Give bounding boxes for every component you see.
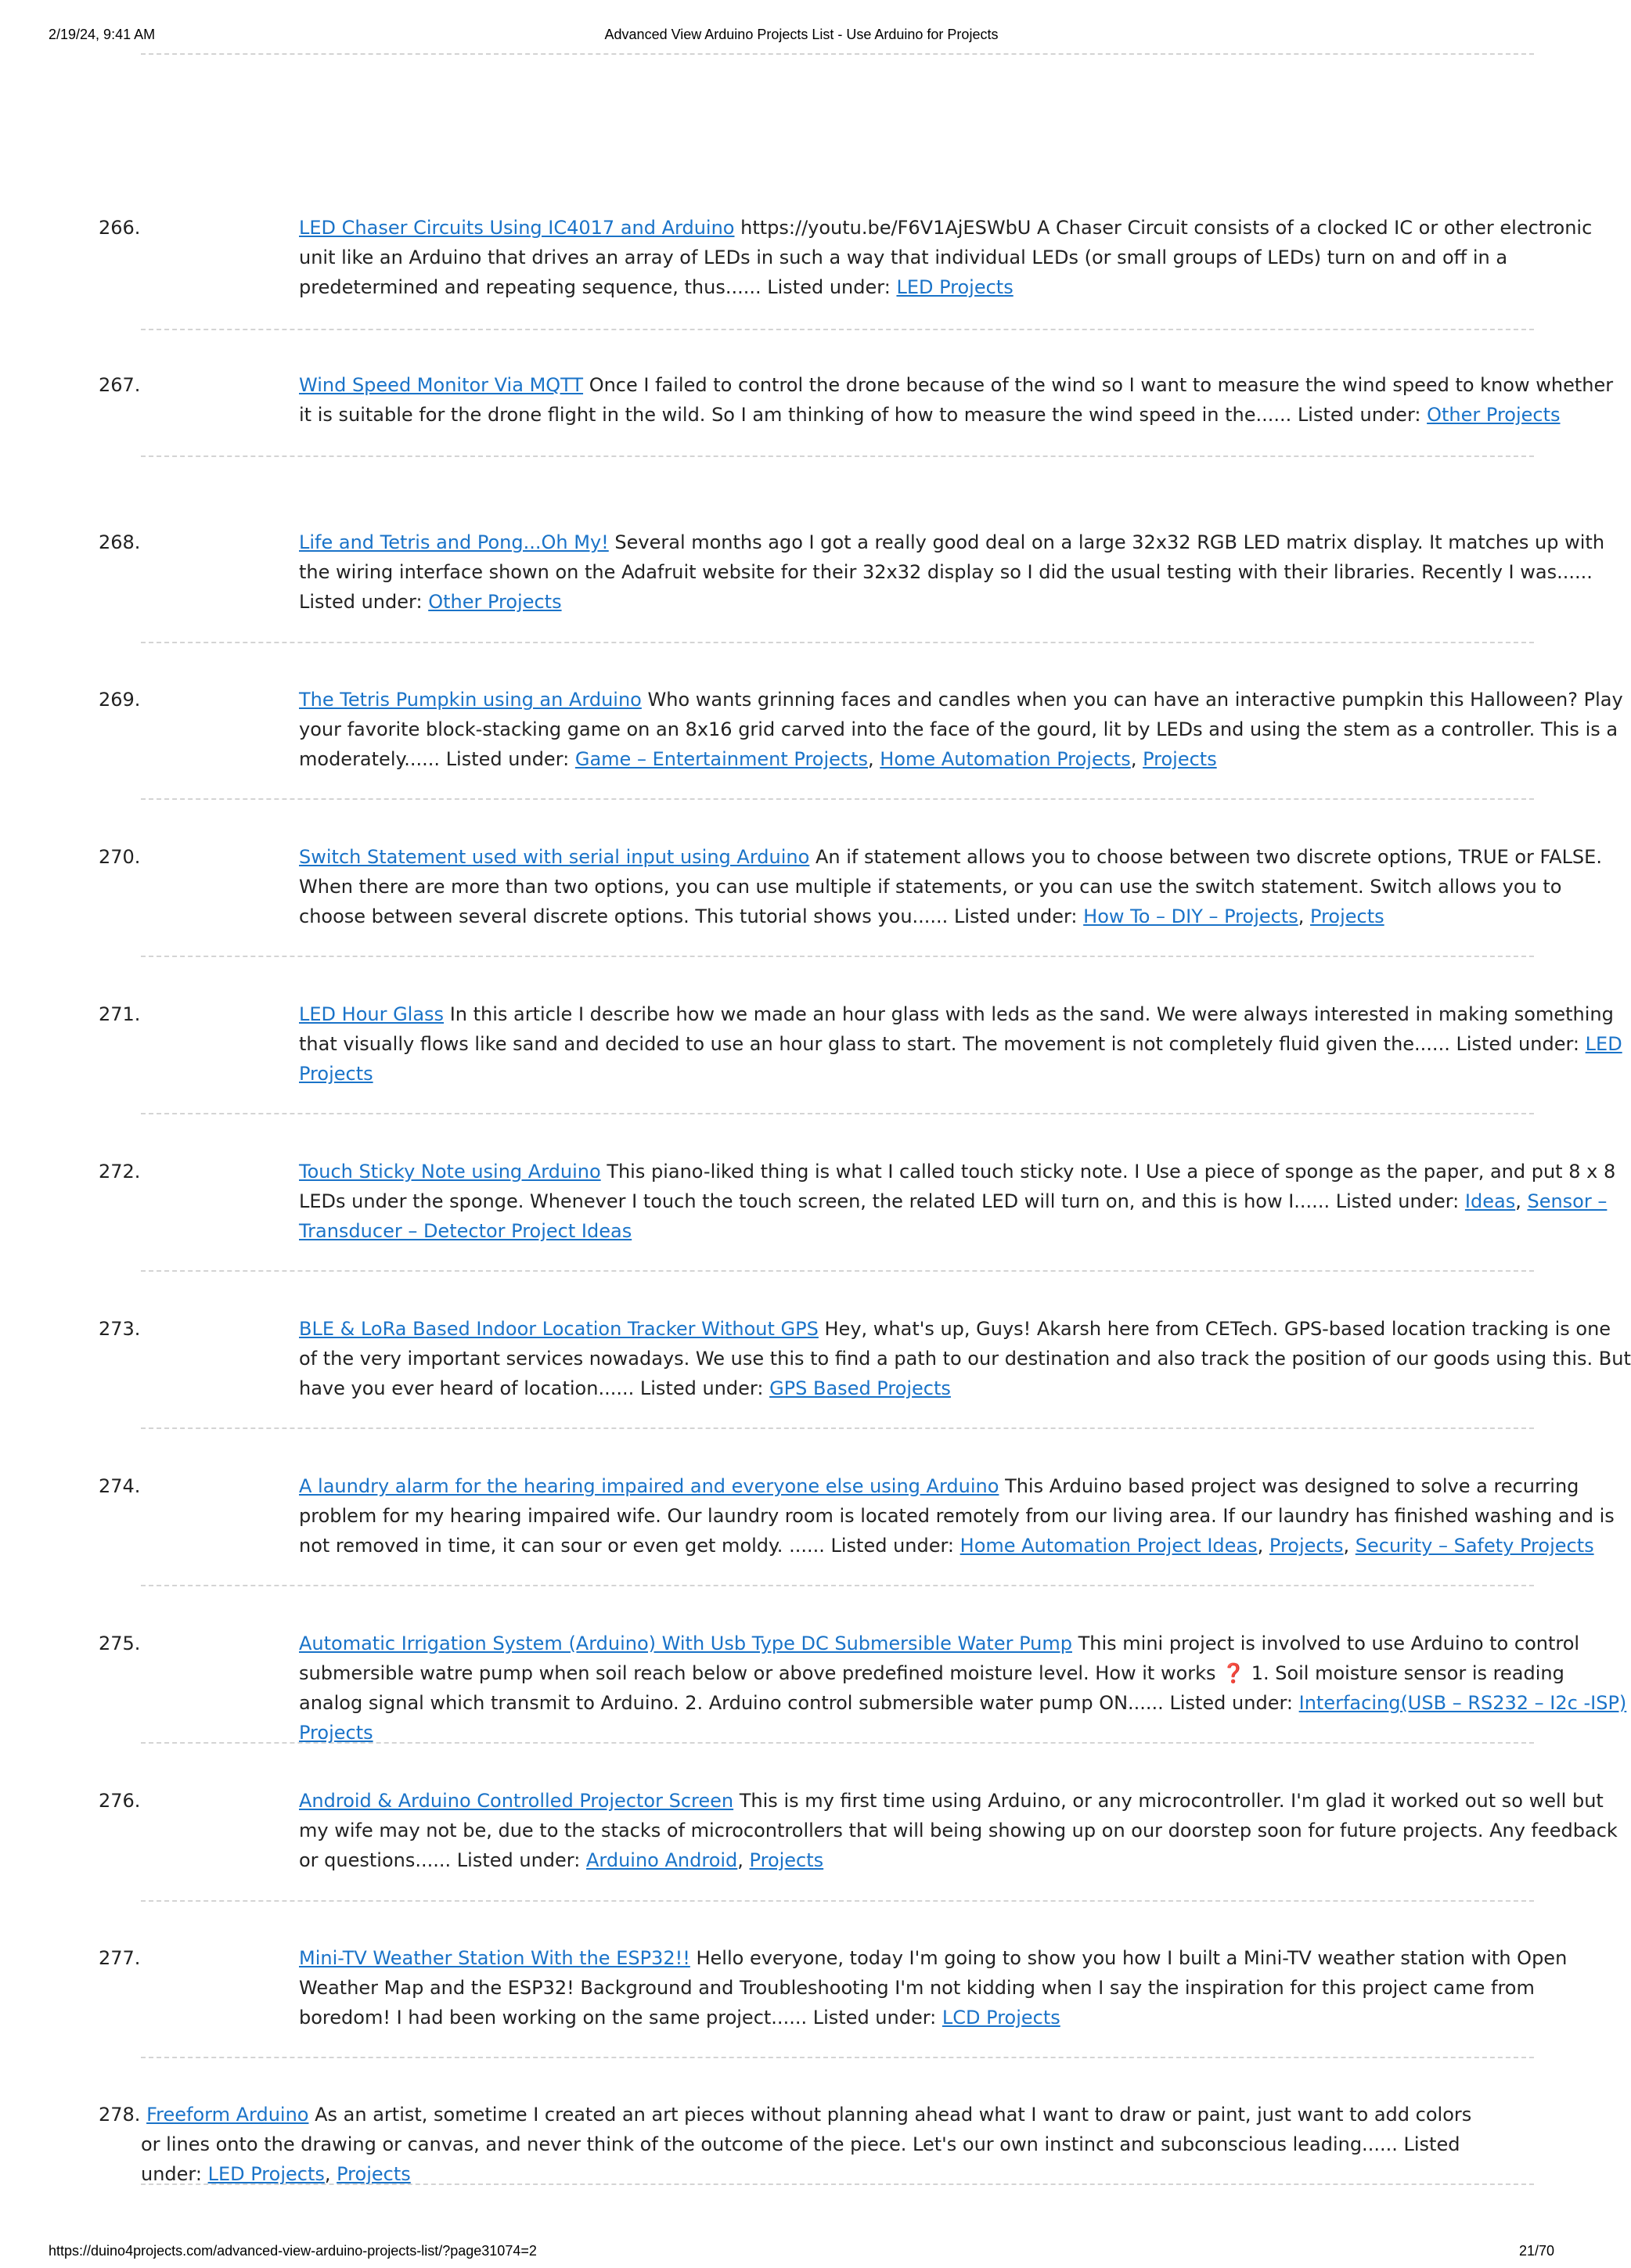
listed-under-label: Listed under: (830, 1535, 955, 1557)
entry-excerpt: In this article I describe how we made an hour glass with leds as the sand. We were always interested in making something that visually flows like sand and decided to use an hour glass to start. The movement is not completely fluid given the...... (299, 1003, 1614, 1055)
print-footer (49, 2243, 1554, 2263)
entry-excerpt: This Arduino based project was designed to solve a recurring problem for my hearing impaired wife. Our laundry room is located remotely from our living area. If our laundry has finished washing and is not removed in time, it can sour or even get moldy. ...... (299, 1475, 1615, 1557)
entry-excerpt: As an artist, sometime I created an art pieces without planning ahead what I want to draw or paint, just want to add colors or lines onto the drawing or canvas, and never think of the outcome of the piece. Let's our own instinct and subconscious leading...... (141, 2104, 1472, 2155)
entry-title-link[interactable]: Switch Statement used with serial input using Arduino (299, 846, 810, 868)
entry-excerpt: This mini project is involved to use Arduino to control submersible watre pump when soil reach below or above predefined moisture level. How it works ❓ 1. Soil moisture sensor is reading analog signal which transmit to Arduino. 2. Arduino control submersible water pump ON...... (299, 1633, 1580, 1714)
entry-number: 275. (99, 1633, 141, 1654)
entry-number: 274. (99, 1475, 141, 1497)
entry-title-link[interactable]: Touch Sticky Note using Arduino (299, 1161, 601, 1183)
entry-number: 268. (99, 531, 141, 553)
listed-under-label: Listed under: (1335, 1190, 1460, 1212)
page-counter: 21/70 (1518, 2243, 1554, 2259)
entry-title-link[interactable]: The Tetris Pumpkin using an Arduino (299, 689, 642, 711)
category-link[interactable]: Sensor – Transducer – Detector Project Ideas (299, 1190, 1608, 1242)
listed-under-label: Listed under: (299, 591, 423, 613)
entry-number: 270. (99, 846, 141, 868)
entry-body (299, 370, 1631, 430)
category-link[interactable]: How To – DIY – Projects (1083, 905, 1298, 927)
category-link[interactable]: LED Projects (299, 1033, 1622, 1085)
print-date: 2/19/24, 9:41 AM (49, 27, 156, 42)
entry-divider (141, 798, 1534, 800)
entry-body: The Tetris Pumpkin using an Arduino Who wants grinning faces and candles when you can have an interactive pumpkin this Halloween? Play your favorite block-stacking game on an 8x16 grid carved into the face of the gourd, lit by LEDs and using the stem as a controller. This is a moderately...... Listed under: Game – Entertainment Projects, Home Automation Projects, Projects (299, 689, 1623, 770)
print-page-title: Advanced View Arduino Projects List - Use Arduino for Projects (604, 27, 999, 42)
entry-number: 266. (99, 217, 141, 239)
entry-body: Android & Arduino Controlled Projector Screen This is my first time using Arduino, or any microcontroller. I'm glad it worked out so well but my wife may not be, due to the stacks of microcontrollers that will being showing up on our doorstep soon for future projects. Any feedback or questions...... Listed under: Arduino Android, Projects (299, 1790, 1618, 1871)
entry-title-link[interactable]: A laundry alarm for the hearing impaired and everyone else using Arduino (299, 1475, 999, 1497)
entry-number: 269. (99, 689, 141, 711)
entry-number: 273. (99, 1318, 141, 1340)
category-link[interactable]: Projects (337, 2163, 411, 2185)
entry-number: 277. (99, 1947, 141, 1969)
listed-under-label: Listed under: (445, 748, 570, 770)
entry-title-link[interactable]: Freeform Arduino (146, 2104, 309, 2126)
entry-body: Touch Sticky Note using Arduino This piano-liked thing is what I called touch sticky note. I Use a piece of sponge as the paper, and put 8 x 8 LEDs under the sponge. Whenever I touch the touch screen, the related LED will turn on, and this is how I...... Listed under: Ideas, Sensor – Transducer – Detector Project Ideas (299, 1161, 1616, 1242)
category-link[interactable]: Projects (1310, 905, 1384, 927)
listed-under-label: Listed under: (1456, 1033, 1580, 1055)
category-link[interactable]: Projects (1143, 748, 1217, 770)
category-link[interactable]: Arduino Android (585, 1849, 738, 1871)
entry-number: 272. (99, 1161, 141, 1183)
entry-body: A laundry alarm for the hearing impaired and everyone else using Arduino This Arduino based project was designed to solve a recurring problem for my hearing impaired wife. Our laundry room is located remotely from our living area. If our laundry has finished washing and is not removed in time, it can sour or even get moldy. ...... Listed under: Home Automation Project Ideas, Projects, Security – Safety Projects (299, 1475, 1615, 1557)
entry-divider (141, 1427, 1534, 1429)
entry-divider (141, 1113, 1534, 1114)
entry-divider (141, 53, 1534, 55)
list-item (99, 2100, 1534, 2189)
entry-excerpt: This is my first time using Arduino, or any microcontroller. I'm glad it worked out so well but my wife may not be, due to the stacks of microcontrollers that will being showing up on our doorstep soon for future projects. Any feedback or questions...... (299, 1790, 1618, 1871)
category-link[interactable]: Projects (749, 1849, 824, 1871)
listed-under-label: Listed under: (1297, 404, 1421, 426)
entry-divider (141, 1585, 1534, 1586)
entry-excerpt: Who wants grinning faces and candles when you can have an interactive pumpkin this Halloween? Play your favorite block-stacking game on an 8x16 grid carved into the face of the gourd, lit by LEDs and using the stem as a controller. This is a moderately...... (299, 689, 1623, 770)
entry-number: 278. (99, 2104, 141, 2126)
entry-excerpt: An if statement allows you to choose between two discrete options, TRUE or FALSE. When there are more than two options, you can use multiple if statements, or you can use the switch statement. Switch allows you to choose between several discrete options. This tutorial shows you...... (299, 846, 1602, 927)
listed-under-label: Listed under: (1169, 1692, 1293, 1714)
entry-body (299, 213, 1631, 302)
entry-body (299, 999, 1631, 1089)
entry-title-link[interactable]: LED Chaser Circuits Using IC4017 and Arduino (299, 217, 735, 239)
entry-excerpt: https://youtu.be/F6V1AjESWbU A Chaser Circuit consists of a clocked IC or other electronic unit like an Arduino that drives an array of LEDs in such a way that individual LEDs (or small groups of LEDs) turn on and off in a predetermined and repeating sequence, thus...... (299, 217, 1593, 298)
listed-under-label: Listed under: (639, 1377, 764, 1399)
entry-divider (141, 329, 1534, 330)
entry-divider (141, 642, 1534, 643)
entry-divider (141, 1900, 1534, 1902)
category-link[interactable]: GPS Based Projects (769, 1377, 951, 1399)
category-link[interactable]: Projects (1269, 1535, 1344, 1557)
listed-under-label: Listed under: (953, 905, 1078, 927)
listed-under-label: Listed under: (767, 276, 891, 298)
category-link[interactable]: Ideas (1464, 1190, 1516, 1212)
entry-title-link[interactable]: Mini-TV Weather Station With the ESP32!! (299, 1947, 690, 1969)
category-link[interactable]: Home Automation Projects (880, 748, 1131, 770)
category-link[interactable]: Security – Safety Projects (1355, 1535, 1594, 1557)
entry-body: Switch Statement used with serial input using Arduino An if statement allows you to choose between two discrete options, TRUE or FALSE. When there are more than two options, you can use multiple if statements, or you can use the switch statement. Switch allows you to choose between several discrete options. This tutorial shows you...... Listed under: How To – DIY – Projects, Projects (299, 846, 1602, 927)
entry-body (299, 1629, 1631, 1748)
category-link[interactable]: LED Projects (896, 276, 1014, 298)
category-link[interactable]: Game – Entertainment Projects (574, 748, 869, 770)
print-header (49, 27, 1554, 50)
entry-body (299, 1314, 1631, 1403)
entry-divider (141, 1270, 1534, 1272)
category-link[interactable]: Interfacing(USB – RS232 – I2c -ISP) Projects (299, 1692, 1627, 1744)
entry-body: 278. Freeform Arduino As an artist, sometime I created an art pieces without planning ahead what I want to draw or paint, just want to add colors or lines onto the drawing or canvas, and never think of the outcome of the piece. Let's our own instinct and subconscious leading...... Listed under: LED Projects, Projects (99, 2104, 1472, 2185)
entry-divider (141, 2057, 1534, 2058)
entry-title-link[interactable]: BLE & LoRa Based Indoor Location Tracker Without GPS (299, 1318, 819, 1340)
category-link[interactable]: Other Projects (1427, 404, 1561, 426)
entry-number: 271. (99, 1003, 141, 1025)
entry-title-link[interactable]: LED Hour Glass (299, 1003, 445, 1025)
category-link[interactable]: LCD Projects (942, 2007, 1060, 2029)
entry-number: 276. (99, 1790, 141, 1812)
entry-title-link[interactable]: Wind Speed Monitor Via MQTT (299, 374, 584, 396)
entry-excerpt: Hello everyone, today I'm going to show you how I built a Mini-TV weather station with Open Weather Map and the ESP32! Background and Troubleshooting I'm not kidding when I say the inspiration for this project came from boredom! I had been working on the same project...... (299, 1947, 1568, 2029)
entry-body (299, 527, 1631, 617)
entry-excerpt: Once I failed to control the drone because of the wind so I want to measure the wind speed to know whether it is suitable for the drone flight in the wild. So I am thinking of how to measure the wind speed in the...... (299, 374, 1614, 426)
listed-under-label: Listed under: (141, 2133, 1460, 2185)
category-link[interactable]: LED Projects (207, 2163, 325, 2185)
entry-title-link[interactable]: Life and Tetris and Pong...Oh My! (299, 531, 609, 553)
listed-under-label: Listed under: (812, 2007, 937, 2029)
listed-under-label: Listed under: (456, 1849, 581, 1871)
entry-excerpt: This piano-liked thing is what I called touch sticky note. I Use a piece of sponge as the paper, and put 8 x 8 LEDs under the sponge. Whenever I touch the touch screen, the related LED will turn on, and this is how I...... (299, 1161, 1616, 1212)
entry-title-link[interactable]: Automatic Irrigation System (Arduino) With Usb Type DC Submersible Water Pump (299, 1633, 1072, 1654)
entry-excerpt: Several months ago I got a really good deal on a large 32x32 RGB LED matrix display. It matches up with the wiring interface shown on the Adafruit website for their 32x32 display so I did the usual testing with their libraries. Recently I was...... (299, 531, 1605, 583)
entry-divider (141, 956, 1534, 957)
entry-title-link[interactable]: Android & Arduino Controlled Projector Screen (299, 1790, 734, 1812)
entry-divider (141, 455, 1534, 457)
print-url: https://duino4projects.com/advanced-view-arduino-projects-list/?page31074=2 (49, 2243, 537, 2259)
category-link[interactable]: Home Automation Project Ideas (960, 1535, 1258, 1557)
category-link[interactable]: Other Projects (428, 591, 562, 613)
entry-number: 267. (99, 374, 141, 396)
entry-body (299, 1943, 1631, 2032)
entry-excerpt: Hey, what's up, Guys! Akarsh here from CETech. GPS-based location tracking is one of the very important services nowadays. We use this to find a path to our destination and also track the position of our goods using this. But have you ever heard of location...... (299, 1318, 1631, 1399)
